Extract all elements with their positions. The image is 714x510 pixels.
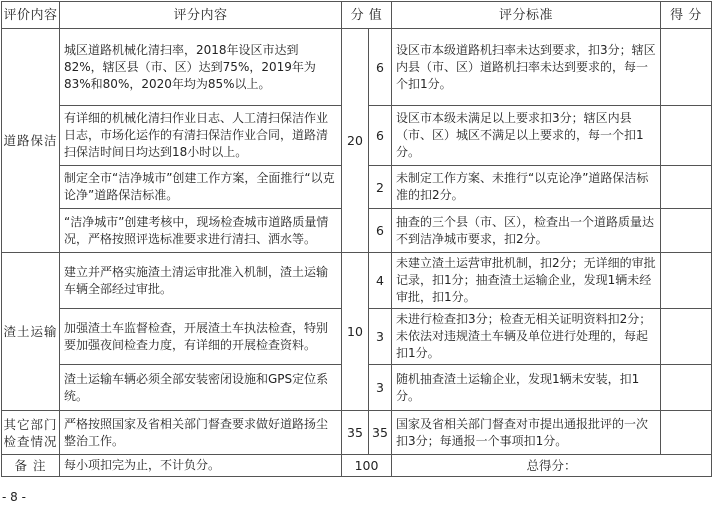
gained-cell [661, 209, 712, 253]
table-row [2, 253, 712, 309]
gained-cell [661, 106, 712, 166]
item-score: 3 [369, 365, 392, 411]
page-number: - 8 - [2, 490, 26, 504]
gained-cell [661, 309, 712, 365]
standard-cell: 未进行检查扣3分；检查无相关证明资料扣2分；未依法对违规渣土车辆及单位进行处理的，每起扣1分。 [392, 309, 661, 365]
standard-cell: 未建立渣土运营审批机制，扣2分；无详细的审批记录，扣1分；抽查渣土运输企业，发现1辆未经审批，扣1分。 [392, 253, 661, 309]
content-cell: 严格按照国家及省相关部门督查要求做好道路扬尘整治工作。 [60, 411, 342, 455]
scoring-table [1, 1, 712, 477]
item-score: 6 [369, 29, 392, 106]
header-category: 评价内容 [2, 2, 60, 29]
content-cell: 建立并严格实施渣土清运审批准入机制，渣土运输车辆全部经过审批。 [60, 253, 342, 309]
header-gained: 得 分 [661, 2, 712, 29]
category-total-score: 10 [342, 253, 369, 411]
standard-cell: 国家及省相关部门督查对市提出通报批评的一次扣3分；每通报一个事项扣1分。 [392, 411, 661, 455]
gained-cell [661, 411, 712, 455]
standard-cell: 随机抽查渣土运输企业，发现1辆未安装，扣1分。 [392, 365, 661, 411]
item-score: 6 [369, 106, 392, 166]
content-cell: 有详细的机械化清扫作业日志、人工清扫保洁作业日志，市场化运作的有清扫保洁作业合同，道路清扫保洁时间日均达到18小时以上。 [60, 106, 342, 166]
total-score-label: 总得分： [392, 455, 712, 477]
gained-cell [661, 253, 712, 309]
standard-cell: 设区市本级未满足以上要求扣3分；辖区内县（市、区）城区不满足以上要求的，每一个扣1分。 [392, 106, 661, 166]
category-muck-transport: 渣土运输 [2, 253, 60, 411]
category-total-score: 35 [342, 411, 369, 455]
gained-cell [661, 29, 712, 106]
item-score: 3 [369, 309, 392, 365]
gained-cell [661, 166, 712, 209]
header-row [2, 2, 712, 29]
content-cell: “洁净城市”创建考核中，现场检查城市道路质量情况，严格按照评选标准要求进行清扫、洒水等。 [60, 209, 342, 253]
gained-cell [661, 365, 712, 411]
grand-total-score: 100 [342, 455, 392, 477]
header-content: 评分内容 [60, 2, 342, 29]
standard-cell: 未制定工作方案、未推行“以克论净”道路保洁标准的扣2分。 [392, 166, 661, 209]
note-row [2, 455, 712, 477]
item-score: 4 [369, 253, 392, 309]
item-score: 2 [369, 166, 392, 209]
header-standard: 评分标准 [392, 2, 661, 29]
header-score: 分 值 [342, 2, 392, 29]
category-road-cleaning: 道路保洁 [2, 29, 60, 253]
standard-cell: 设区市本级道路机扫率未达到要求，扣3分；辖区内县（市、区）道路机扫率未达到要求的，每一个扣1分。 [392, 29, 661, 106]
note-content: 每小项扣完为止，不计负分。 [60, 455, 342, 477]
category-other-departments: 其它部门检查情况 [2, 411, 60, 455]
content-cell: 加强渣土车监督检查，开展渣土车执法检查，特别要加强夜间检查力度，有详细的开展检查资料。 [60, 309, 342, 365]
item-score: 6 [369, 209, 392, 253]
table-row [2, 29, 712, 106]
content-cell: 制定全市“洁净城市”创建工作方案，全面推行“以克论净”道路保洁标准。 [60, 166, 342, 209]
item-score: 35 [369, 411, 392, 455]
content-cell: 渣土运输车辆必须全部安装密闭设施和GPS定位系统。 [60, 365, 342, 411]
standard-cell: 抽查的三个县（市、区），检查出一个道路质量达不到洁净城市要求，扣2分。 [392, 209, 661, 253]
table-row [2, 411, 712, 455]
note-label: 备 注 [2, 455, 60, 477]
category-total-score: 20 [342, 29, 369, 253]
content-cell: 城区道路机械化清扫率，2018年设区市达到82%，辖区县（市、区）达到75%，2019年为83%和80%，2020年均为85%以上。 [60, 29, 342, 106]
